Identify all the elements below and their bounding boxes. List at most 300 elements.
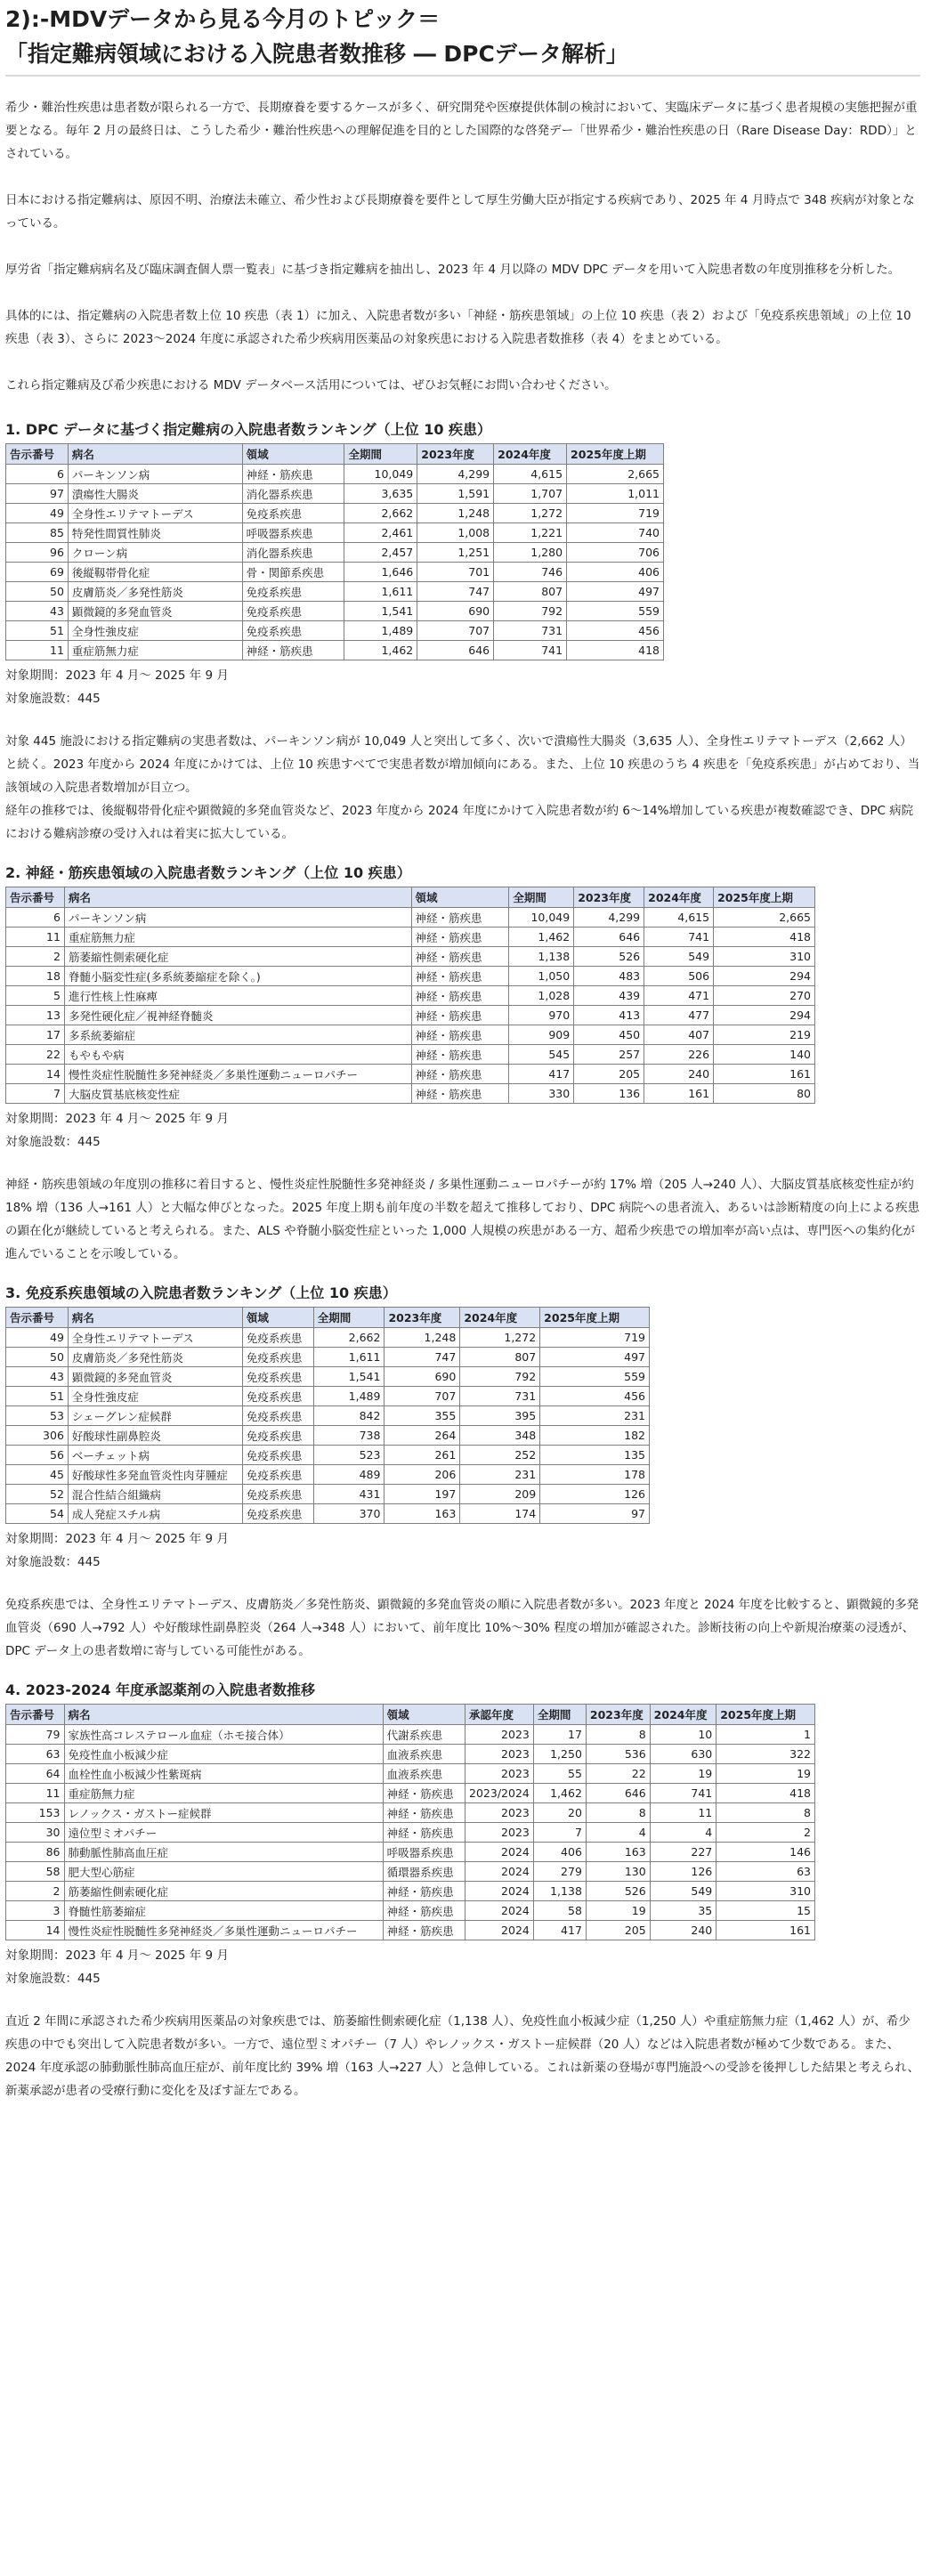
table-cell: 264 — [385, 1426, 460, 1446]
table-cell: 270 — [714, 986, 815, 1006]
table-cell: 30 — [6, 1823, 65, 1843]
table-cell: 970 — [509, 1006, 574, 1025]
table-cell: 417 — [533, 1921, 586, 1940]
section-title: 2. 神経・筋疾患領域の入院患者数ランキング（上位 10 疾患） — [5, 864, 411, 881]
table-cell: 好酸球性多発血管炎性肉芽腫症 — [68, 1465, 242, 1485]
column-header: 病名 — [64, 1705, 383, 1725]
table-cell: 163 — [385, 1504, 460, 1524]
table-cell: 22 — [6, 1045, 65, 1065]
table-row — [6, 484, 664, 504]
table-cell: 遠位型ミオパチー — [64, 1823, 383, 1843]
column-header: 告示番号 — [6, 444, 69, 465]
table-cell: 330 — [509, 1084, 574, 1104]
column-header: 2025年度上期 — [714, 887, 815, 908]
table-row — [6, 947, 815, 967]
table-cell: 11 — [650, 1803, 716, 1823]
table-cell: 2024 — [466, 1921, 534, 1940]
table-cell: 161 — [644, 1084, 714, 1104]
table-cell: 免疫系疾患 — [242, 1446, 313, 1465]
column-header: 2025年度上期 — [716, 1705, 815, 1725]
table-row — [6, 563, 664, 582]
table-cell: 8 — [716, 1803, 815, 1823]
table-header-row — [6, 444, 664, 465]
table-cell: 肥大型心筋症 — [64, 1862, 383, 1882]
table-cell: 血栓性血小板減少性紫斑病 — [64, 1764, 383, 1784]
table-cell: 646 — [574, 928, 644, 947]
table-cell: 成人発症スチル病 — [68, 1504, 242, 1524]
table-cell: 69 — [6, 563, 69, 582]
table-cell: 536 — [586, 1745, 650, 1764]
table-cell: 741 — [494, 641, 567, 660]
intro-paragraph: これら指定難病及び希少疾患における MDV データベース活用については、ぜひお気軽にお問い合わせください。 — [5, 378, 617, 393]
table-cell: 413 — [574, 1006, 644, 1025]
table-cell: 348 — [460, 1426, 540, 1446]
table-cell: 10,049 — [509, 908, 574, 928]
period-note: 対象期間：2023 年 4 月～ 2025 年 9 月 — [5, 1112, 229, 1126]
table-cell: 205 — [586, 1921, 650, 1940]
table-cell: 63 — [6, 1745, 65, 1764]
table-cell: 1,221 — [494, 523, 567, 543]
table-cell: 209 — [460, 1485, 540, 1504]
table-cell: 18 — [6, 967, 65, 986]
table-cell: 神経・筋疾患 — [411, 908, 509, 928]
table-cell: 2024 — [466, 1882, 534, 1901]
table-cell: 神経・筋疾患 — [383, 1901, 465, 1921]
period-note: 対象期間：2023 年 4 月～ 2025 年 9 月 — [5, 668, 229, 683]
column-header: 全期間 — [509, 887, 574, 908]
table-cell: 406 — [567, 563, 664, 582]
table-row — [6, 1045, 815, 1065]
table-row — [6, 1426, 650, 1446]
table-cell: 55 — [533, 1764, 586, 1784]
table-cell: 747 — [385, 1348, 460, 1367]
table-cell: 13 — [6, 1006, 65, 1025]
table-cell: 406 — [533, 1843, 586, 1862]
table-cell: 神経・筋疾患 — [411, 1065, 509, 1084]
table-cell: 306 — [6, 1426, 69, 1446]
table-cell: 136 — [574, 1084, 644, 1104]
table-cell: 多系統萎縮症 — [64, 1025, 411, 1045]
table-cell: 慢性炎症性脱髄性多発神経炎／多巣性運動ニューロパチー — [64, 1921, 383, 1940]
table-cell: 252 — [460, 1446, 540, 1465]
table-cell: 10 — [650, 1725, 716, 1745]
table-cell: 49 — [6, 504, 69, 523]
table-cell: 51 — [6, 1387, 69, 1406]
comment-paragraph: 免疫系疾患では、全身性エリテマトーデス、皮膚筋炎／多発性筋炎、顕微鏡的多発血管炎の順に入院患者数が多い。2023 年度と 2024 年度を比較すると、顕微鏡的多発血管炎（690 人→792 人）や好酸球性副鼻腔炎（264 人→348 人）において、前年度比 10%～30% 程度の増加が確認された。診断技術の向上や新規治療薬の浸透が、DPC データ上の患者数増に寄与している可能性がある。 — [5, 1598, 919, 1658]
table-cell: 1,646 — [344, 563, 417, 582]
table-cell: 肺動脈性肺高血圧症 — [64, 1843, 383, 1862]
table-cell: 707 — [417, 621, 494, 641]
table-cell: 6 — [6, 908, 65, 928]
table-cell: 43 — [6, 1367, 69, 1387]
table-cell: 4,615 — [644, 908, 714, 928]
table-row — [6, 621, 664, 641]
table-cell: 497 — [540, 1348, 650, 1367]
analysis-comment — [5, 1593, 920, 1663]
table-cell: 140 — [714, 1045, 815, 1065]
table-cell: 231 — [460, 1465, 540, 1485]
intro-paragraph: 具体的には、指定難病の入院患者数上位 10 疾患（表 1）に加え、入院患者数が多い「神経・筋疾患領域」の上位 10 疾患（表 2）および「免疫系疾患領域」の上位 10 疾患（表 3）、さらに 2023～2024 年度に承認された希少疾病用医薬品の対象疾患における入院患者数推移（表 4）をまとめている。 — [5, 309, 911, 346]
table-cell: 163 — [586, 1843, 650, 1862]
table-row — [6, 1367, 650, 1387]
table-cell: 1,462 — [533, 1784, 586, 1803]
table-cell: 潰瘍性大腸炎 — [68, 484, 242, 504]
comment-paragraph: 直近 2 年間に承認された希少疾病用医薬品の対象疾患では、筋萎縮性側索硬化症（1,138 人）、免疫性血小板減少症（1,250 人）や重症筋無力症（1,462 人）が、希少疾患の中でも突出して入院患者数が多い。一方で、遠位型ミオパチー（7 人）やレノックス・ガストー症候群（20 人）などは入院患者数が極めて少数である。また、2024 年度承認の肺動脈性肺高血圧症が、前年度比約 39% 増（163 人→227 人）と急伸している。これは新薬の登場が専門施設への受診を後押しした結果と考えられ、新薬承認が患者の受療行動に変化を及ぼす証左である。 — [5, 2014, 919, 2098]
table-cell: 免疫系疾患 — [242, 1465, 313, 1485]
table-cell: 免疫系疾患 — [242, 1406, 313, 1426]
table-cell: 63 — [716, 1862, 815, 1882]
table-cell: 2,461 — [344, 523, 417, 543]
section-title: 3. 免疫系疾患領域の入院患者数ランキング（上位 10 疾患） — [5, 1284, 397, 1301]
table-cell: 909 — [509, 1025, 574, 1045]
table-cell: 神経・筋疾患 — [383, 1823, 465, 1843]
table-cell: 2023 — [466, 1745, 534, 1764]
table-cell: 8 — [586, 1725, 650, 1745]
table-row — [6, 1882, 815, 1901]
table-cell: 741 — [650, 1784, 716, 1803]
comment-paragraph: 経年の推移では、後縦靱帯骨化症や顕微鏡的多発血管炎など、2023 年度から 2024 年度にかけて入院患者数が約 6～14%増加している疾患が複数確認でき、DPC 病院における難病診療の受け入れは着実に拡大している。 — [5, 804, 914, 841]
column-header: 全期間 — [313, 1308, 385, 1328]
table-row — [6, 1901, 815, 1921]
table-cell: 免疫系疾患 — [242, 1504, 313, 1524]
table-row — [6, 465, 664, 484]
table-cell: 310 — [714, 947, 815, 967]
table-cell: 690 — [385, 1367, 460, 1387]
table-cell: 310 — [716, 1882, 815, 1901]
table-cell: 1,611 — [313, 1348, 385, 1367]
table-cell: 526 — [574, 947, 644, 967]
table-cell: 2023/2024 — [466, 1784, 534, 1803]
table-cell: 免疫系疾患 — [242, 504, 344, 523]
table-cell: 神経・筋疾患 — [383, 1803, 465, 1823]
table-cell: 741 — [644, 928, 714, 947]
table-cell: 1,272 — [494, 504, 567, 523]
table-cell: 11 — [6, 1784, 65, 1803]
table-cell: 2024 — [466, 1862, 534, 1882]
table-cell: 免疫系疾患 — [242, 1426, 313, 1446]
analysis-comment — [5, 730, 920, 846]
table-cell: 431 — [313, 1485, 385, 1504]
column-header: 全期間 — [533, 1705, 586, 1725]
table-cell: 特発性間質性肺炎 — [68, 523, 242, 543]
table-cell: 219 — [714, 1025, 815, 1045]
table-cell: 顕微鏡的多発血管炎 — [68, 1367, 242, 1387]
table-cell: 免疫性血小板減少症 — [64, 1745, 383, 1764]
table-cell: 1,489 — [344, 621, 417, 641]
table-cell: 506 — [644, 967, 714, 986]
table-cell: 2,665 — [714, 908, 815, 928]
table-cell: 2,662 — [344, 504, 417, 523]
table-cell: 50 — [6, 1348, 69, 1367]
facility-note: 対象施設数：445 — [5, 692, 101, 706]
table-meta — [5, 1527, 920, 1574]
table-cell: 多発性硬化症／視神経脊髄炎 — [64, 1006, 411, 1025]
table-cell: 2,457 — [344, 543, 417, 563]
table-row — [6, 1803, 815, 1823]
table-cell: 731 — [494, 621, 567, 641]
table-cell: 1,541 — [344, 602, 417, 621]
table-cell: 719 — [567, 504, 664, 523]
table-cell: 182 — [540, 1426, 650, 1446]
table-cell: 骨・関節系疾患 — [242, 563, 344, 582]
table-cell: 322 — [716, 1745, 815, 1764]
column-header: 病名 — [68, 1308, 242, 1328]
column-header: 2024年度 — [650, 1705, 716, 1725]
column-header: 病名 — [64, 887, 411, 908]
period-note: 対象期間：2023 年 4 月～ 2025 年 9 月 — [5, 1948, 229, 1963]
table-cell: 3,635 — [344, 484, 417, 504]
table-cell: 706 — [567, 543, 664, 563]
table-cell: 97 — [6, 484, 69, 504]
table-cell: 2,665 — [567, 465, 664, 484]
table-cell: 135 — [540, 1446, 650, 1465]
table-cell: 54 — [6, 1504, 69, 1524]
table-cell: 神経・筋疾患 — [242, 465, 344, 484]
table-row — [6, 1025, 815, 1045]
table-cell: 1,138 — [533, 1882, 586, 1901]
table-cell: 慢性炎症性脱髄性多発神経炎／多巣性運動ニューロパチー — [64, 1065, 411, 1084]
table-cell: 15 — [716, 1901, 815, 1921]
table-cell: 53 — [6, 1406, 69, 1426]
page-title — [5, 2, 920, 77]
table-cell: 477 — [644, 1006, 714, 1025]
table-cell: 146 — [716, 1843, 815, 1862]
table-row — [6, 1504, 650, 1524]
table-cell: 35 — [650, 1901, 716, 1921]
table-cell: 1,272 — [460, 1328, 540, 1348]
column-header: 2023年度 — [385, 1308, 460, 1328]
table-cell: 294 — [714, 1006, 815, 1025]
table-cell: 1,251 — [417, 543, 494, 563]
column-header: 領域 — [242, 1308, 313, 1328]
table-row — [6, 1446, 650, 1465]
table-row — [6, 1406, 650, 1426]
table-cell: 1,138 — [509, 947, 574, 967]
table-cell: 206 — [385, 1465, 460, 1485]
ranking-table-3 — [5, 1307, 650, 1524]
table-cell: 178 — [540, 1465, 650, 1485]
table-cell: 免疫系疾患 — [242, 602, 344, 621]
table-cell: 2023 — [466, 1725, 534, 1745]
table-cell: 免疫系疾患 — [242, 1328, 313, 1348]
table-cell: 153 — [6, 1803, 65, 1823]
intro-paragraph: 希少・難治性疾患は患者数が限られる一方で、長期療養を要するケースが多く、研究開発や医療提供体制の検討において、実臨床データに基づく患者規模の実態把握が重要となる。毎年 2 月の最終日は、こうした希少・難治性疾患への理解促進を目的とした国際的な啓発デー「世界希少・難治性疾患の日（Rare Disease Day：RDD）」とされている。 — [5, 101, 918, 161]
table-cell: 免疫系疾患 — [242, 1367, 313, 1387]
table-cell: 1,591 — [417, 484, 494, 504]
table-cell: 257 — [574, 1045, 644, 1065]
table-row — [6, 543, 664, 563]
table-cell: 2 — [716, 1823, 815, 1843]
table-row — [6, 1823, 815, 1843]
table-cell: 52 — [6, 1485, 69, 1504]
table-cell: 4 — [650, 1823, 716, 1843]
table-cell: 進行性核上性麻痺 — [64, 986, 411, 1006]
column-header: 領域 — [242, 444, 344, 465]
column-header: 2024年度 — [644, 887, 714, 908]
table-cell: 脊髄小脳変性症(多系統萎縮症を除く。) — [64, 967, 411, 986]
table-cell: 161 — [714, 1065, 815, 1084]
table-meta — [5, 664, 920, 710]
column-header: 2024年度 — [494, 444, 567, 465]
table-cell: 226 — [644, 1045, 714, 1065]
table-cell: 好酸球性副鼻腔炎 — [68, 1426, 242, 1446]
table-row — [6, 967, 815, 986]
table-row — [6, 1348, 650, 1367]
section-table-4 — [5, 1681, 920, 2102]
column-header: 全期間 — [344, 444, 417, 465]
facility-note: 対象施設数：445 — [5, 1555, 101, 1569]
table-cell: 全身性エリテマトーデス — [68, 1328, 242, 1348]
table-cell: 197 — [385, 1485, 460, 1504]
table-header-row — [6, 1705, 815, 1725]
table-row — [6, 523, 664, 543]
table-meta — [5, 1107, 920, 1154]
table-cell: 2 — [6, 1882, 65, 1901]
table-cell: 456 — [567, 621, 664, 641]
table-cell: もやもや病 — [64, 1045, 411, 1065]
table-cell: 代謝系疾患 — [383, 1725, 465, 1745]
table-cell: 消化器系疾患 — [242, 484, 344, 504]
facility-note: 対象施設数：445 — [5, 1972, 101, 1986]
table-cell: 4 — [586, 1823, 650, 1843]
table-cell: 792 — [460, 1367, 540, 1387]
table-cell: 126 — [650, 1862, 716, 1882]
table-cell: 1,248 — [385, 1328, 460, 1348]
table-cell: 439 — [574, 986, 644, 1006]
ranking-table-4 — [5, 1704, 815, 1940]
table-cell: 96 — [6, 543, 69, 563]
table-cell: 549 — [650, 1882, 716, 1901]
table-cell: 神経・筋疾患 — [411, 967, 509, 986]
table-row — [6, 1084, 815, 1104]
table-cell: 205 — [574, 1065, 644, 1084]
table-cell: 神経・筋疾患 — [411, 947, 509, 967]
table-cell: 161 — [716, 1921, 815, 1940]
table-cell: 1,250 — [533, 1745, 586, 1764]
table-cell: 全身性強皮症 — [68, 1387, 242, 1406]
table-cell: 20 — [533, 1803, 586, 1823]
column-header: 2023年度 — [586, 1705, 650, 1725]
table-cell: 4,299 — [574, 908, 644, 928]
table-cell: 1,707 — [494, 484, 567, 504]
ranking-table-2 — [5, 887, 815, 1104]
table-cell: 免疫系疾患 — [242, 1348, 313, 1367]
table-cell: 1,462 — [344, 641, 417, 660]
column-header: 2025年度上期 — [567, 444, 664, 465]
section-table-2 — [5, 863, 920, 1266]
table-cell: 皮膚筋炎／多発性筋炎 — [68, 1348, 242, 1367]
table-row — [6, 1387, 650, 1406]
table-row — [6, 1921, 815, 1940]
section-table-3 — [5, 1284, 920, 1663]
table-cell: 呼吸器系疾患 — [242, 523, 344, 543]
table-cell: 842 — [313, 1406, 385, 1426]
table-cell: 2 — [6, 947, 65, 967]
table-cell: 呼吸器系疾患 — [383, 1843, 465, 1862]
table-cell: 6 — [6, 465, 69, 484]
table-cell: 549 — [644, 947, 714, 967]
table-row — [6, 1745, 815, 1764]
table-cell: 231 — [540, 1406, 650, 1426]
table-cell: 80 — [714, 1084, 815, 1104]
table-cell: 2,662 — [313, 1328, 385, 1348]
table-cell: 526 — [586, 1882, 650, 1901]
table-cell: 血液系疾患 — [383, 1764, 465, 1784]
table-cell: 免疫系疾患 — [242, 621, 344, 641]
table-cell: 545 — [509, 1045, 574, 1065]
article — [0, 2, 931, 2102]
table-cell: 174 — [460, 1504, 540, 1524]
table-cell: 1,008 — [417, 523, 494, 543]
table-cell: 脊髄性筋萎縮症 — [64, 1901, 383, 1921]
table-cell: 14 — [6, 1921, 65, 1940]
table-row — [6, 1328, 650, 1348]
column-header: 病名 — [68, 444, 242, 465]
table-cell: 2024 — [466, 1901, 534, 1921]
analysis-comment — [5, 1173, 920, 1266]
table-cell: 神経・筋疾患 — [383, 1882, 465, 1901]
table-cell: 神経・筋疾患 — [383, 1784, 465, 1803]
table-cell: 顕微鏡的多発血管炎 — [68, 602, 242, 621]
table-cell: 家族性高コレステロール血症（ホモ接合体） — [64, 1725, 383, 1745]
table-cell: 227 — [650, 1843, 716, 1862]
table-cell: 130 — [586, 1862, 650, 1882]
table-cell: 1,489 — [313, 1387, 385, 1406]
table-cell: 3 — [6, 1901, 65, 1921]
table-cell: 126 — [540, 1485, 650, 1504]
table-header-row — [6, 887, 815, 908]
table-cell: 2023 — [466, 1823, 534, 1843]
table-row — [6, 1006, 815, 1025]
table-cell: 45 — [6, 1465, 69, 1485]
table-cell: 79 — [6, 1725, 65, 1745]
table-cell: 全身性エリテマトーデス — [68, 504, 242, 523]
ranking-table-1 — [5, 443, 664, 660]
table-cell: 重症筋無力症 — [64, 928, 411, 947]
table-cell: 17 — [6, 1025, 65, 1045]
column-header: 領域 — [383, 1705, 465, 1725]
table-cell: 807 — [494, 582, 567, 602]
table-cell: 450 — [574, 1025, 644, 1045]
table-cell: 690 — [417, 602, 494, 621]
table-cell: 43 — [6, 602, 69, 621]
table-cell: 19 — [650, 1764, 716, 1784]
table-cell: 血液系疾患 — [383, 1745, 465, 1764]
table-cell: 417 — [509, 1065, 574, 1084]
table-cell: 418 — [714, 928, 815, 947]
table-cell: 719 — [540, 1328, 650, 1348]
table-cell: 497 — [567, 582, 664, 602]
table-cell: 1 — [716, 1725, 815, 1745]
table-cell: 370 — [313, 1504, 385, 1524]
intro-paragraph: 日本における指定難病は、原因不明、治療法未確立、希少性および長期療養を要件として厚生労働大臣が指定する疾病であり、2025 年 4 月時点で 348 疾病が対象となっている。 — [5, 193, 915, 231]
table-cell: 19 — [716, 1764, 815, 1784]
table-cell: レノックス・ガストー症候群 — [64, 1803, 383, 1823]
table-cell: 混合性結合組織病 — [68, 1485, 242, 1504]
facility-note: 対象施設数：445 — [5, 1135, 101, 1149]
table-row — [6, 908, 815, 928]
table-cell: 神経・筋疾患 — [411, 1045, 509, 1065]
table-cell: 740 — [567, 523, 664, 543]
table-cell: 707 — [385, 1387, 460, 1406]
table-cell: 10,049 — [344, 465, 417, 484]
table-cell: 97 — [540, 1504, 650, 1524]
column-header: 2025年度上期 — [540, 1308, 650, 1328]
table-cell: 50 — [6, 582, 69, 602]
table-cell: 1,028 — [509, 986, 574, 1006]
table-row — [6, 1843, 815, 1862]
table-cell: 神経・筋疾患 — [411, 1006, 509, 1025]
